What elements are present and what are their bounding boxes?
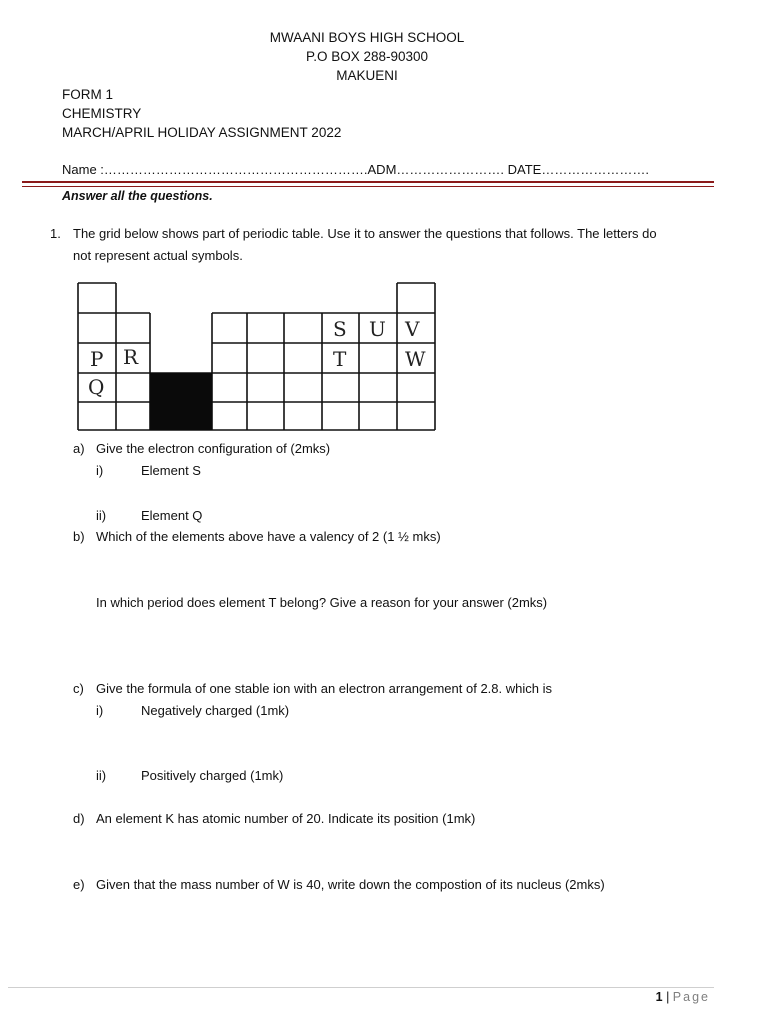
subject-label: CHEMISTRY <box>62 106 142 121</box>
part-b-text: Which of the elements above have a valency of 2 (1 ½ mks) <box>96 529 441 544</box>
question-text-line1: The grid below shows part of periodic table. Use it to answer the questions that follows. The letters do <box>73 226 657 241</box>
part-a-text: Give the electron configuration of (2mks) <box>96 441 331 456</box>
school-name: MWAANI BOYS HIGH SCHOOL <box>269 30 465 45</box>
header-rule-thick <box>22 181 714 183</box>
form-label: FORM 1 <box>62 87 114 102</box>
part-a-ii-label: ii) <box>96 508 107 523</box>
school-address: P.O BOX 288-90300 <box>305 49 429 64</box>
grid-letter-q: Q <box>88 375 105 399</box>
page-number: 1 <box>655 990 663 1004</box>
grid-letter-w: W <box>405 347 426 371</box>
grid-letter-s: S <box>333 317 347 341</box>
part-a-label: a) <box>73 441 85 456</box>
part-b-label: b) <box>73 529 85 544</box>
part-d-text: An element K has atomic number of 20. Indicate its position (1mk) <box>96 811 476 826</box>
instruction: Answer all the questions. <box>62 189 213 203</box>
part-a-i-label: i) <box>96 463 104 478</box>
footer-rule <box>8 987 714 988</box>
page-label: Page <box>672 990 710 1004</box>
question-text-line2: not represent actual symbols. <box>73 248 243 263</box>
grid-letter-r: R <box>123 345 139 369</box>
grid-letter-v: V <box>405 317 420 341</box>
page-footer <box>656 990 710 1004</box>
part-e-label: e) <box>73 877 85 892</box>
assignment-title: MARCH/APRIL HOLIDAY ASSIGNMENT 2022 <box>62 125 342 140</box>
part-a-ii-text: Element Q <box>141 508 203 523</box>
part-c-label: c) <box>73 681 84 696</box>
part-c-i-text: Negatively charged (1mk) <box>141 703 290 718</box>
grid-letter-u: U <box>369 317 386 341</box>
part-e-text: Given that the mass number of W is 40, write down the compostion of its nucleus (2mks) <box>96 877 605 892</box>
question-number: 1. <box>50 226 61 241</box>
part-c-text: Give the formula of one stable ion with an electron arrangement of 2.8. which is <box>96 681 552 696</box>
part-c-i-label: i) <box>96 703 104 718</box>
grid-letter-p: P <box>90 347 104 371</box>
shaded-transition-block <box>150 373 212 430</box>
part-d-label: d) <box>73 811 85 826</box>
periodic-grid <box>72 278 442 438</box>
header-rule-thin <box>22 186 714 187</box>
page-separator: | <box>662 990 673 1004</box>
school-town: MAKUENI <box>336 68 398 83</box>
part-b-followup: In which period does element T belong? Give a reason for your answer (2mks) <box>96 595 548 610</box>
part-a-i-text: Element S <box>141 463 201 478</box>
grid-letter-t: T <box>333 347 347 371</box>
part-c-ii-label: ii) <box>96 768 107 783</box>
name-adm-date-line: Name :…………………………………………………….ADM……………………. DATE……………………. <box>62 162 649 177</box>
part-c-ii-text: Positively charged (1mk) <box>141 768 284 783</box>
